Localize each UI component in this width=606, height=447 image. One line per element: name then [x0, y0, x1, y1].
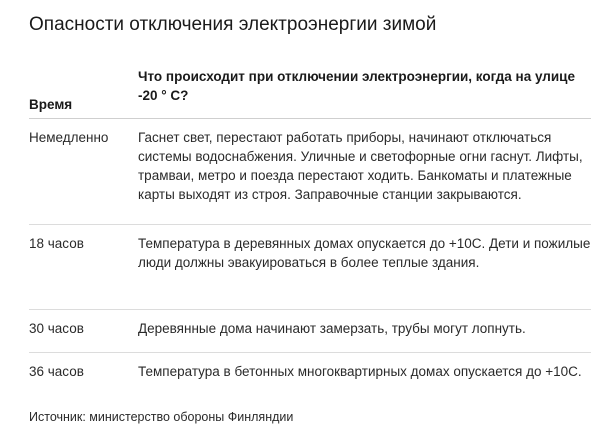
description-value: Температура в бетонных многоквартирных домах опускается до +10С. — [138, 364, 582, 379]
page-title: Опасности отключения электроэнергии зимой — [29, 14, 437, 35]
header-cell-time — [29, 67, 138, 118]
description-value: Гаснет свет, перестают работать приборы, начинают отключаться системы водоснабжения. Уличные и светофорные огни гаснут. Лифты, трамваи, метро и поезда перестают ходить. Банкоматы и платежные карты выходят из строя. Заправочные станции закрываются. — [138, 130, 583, 202]
header-description-label: Что происходит при отключении электроэнергии, когда на улице -20 ° C? — [138, 69, 575, 103]
description-cell — [138, 225, 591, 309]
source-note: Источник: министерство обороны Финляндии — [29, 410, 294, 424]
table-row — [29, 225, 591, 310]
time-value: 36 часов — [29, 364, 84, 379]
header-cell-description — [138, 67, 591, 118]
table-header-row — [29, 67, 591, 119]
time-cell — [29, 353, 138, 398]
table-row — [29, 310, 591, 353]
time-value: 18 часов — [29, 236, 84, 251]
time-cell — [29, 310, 138, 352]
data-table — [29, 67, 591, 398]
table-row — [29, 119, 591, 225]
description-cell — [138, 119, 591, 224]
time-cell — [29, 119, 138, 224]
header-time-label: Время — [29, 97, 73, 112]
description-cell — [138, 310, 591, 352]
description-cell — [138, 353, 591, 398]
table-row — [29, 353, 591, 398]
time-value: 30 часов — [29, 321, 84, 336]
description-value: Деревянные дома начинают замерзать, трубы могут лопнуть. — [138, 321, 526, 336]
time-cell — [29, 225, 138, 309]
time-value: Немедленно — [29, 130, 109, 145]
description-value: Температура в деревянных домах опускается до +10С. Дети и пожилые люди должны эвакуироваться в более теплые здания. — [138, 236, 591, 270]
